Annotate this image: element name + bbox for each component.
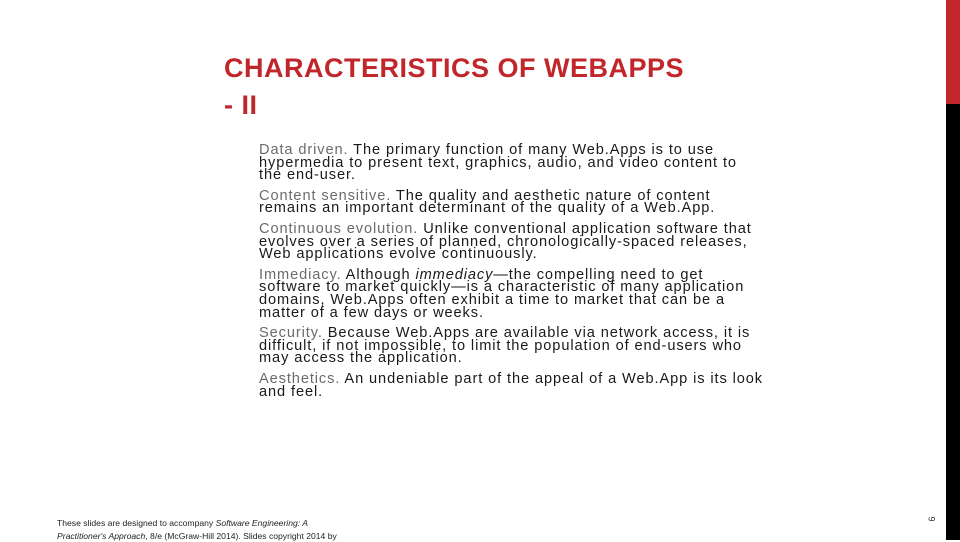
footer-text: , 8/e (McGraw-Hill 2014). Slides copyright 2014 by	[145, 531, 337, 541]
bullet-text: Because Web.Apps are available via network access, it is	[323, 325, 750, 341]
bullet-text: The quality and aesthetic nature of content	[391, 188, 710, 204]
slide-title-line1: CHARACTERISTICS OF WEBAPPS	[224, 50, 864, 87]
bullet-term: Continuous evolution.	[259, 221, 418, 237]
bullet-text: Unlike conventional application software that	[418, 221, 751, 237]
bullet-line: may access the application.	[259, 352, 819, 365]
list-item-content-sensitive	[259, 190, 819, 215]
slide-title	[224, 50, 864, 124]
bullet-line: and feel.	[259, 386, 819, 399]
list-item-aesthetics	[259, 373, 819, 398]
bullet-line: Web applications evolve continuously.	[259, 248, 819, 261]
footer-line2	[57, 530, 417, 542]
footer-book-subtitle: Practitioner's Approach	[57, 531, 145, 541]
bullet-line: software to market quickly—is a characteristic of many application	[259, 281, 819, 294]
bullet-text: Although	[342, 267, 416, 283]
bullet-line: hypermedia to present text, graphics, audio, and video content to	[259, 157, 819, 170]
slide-number: 6	[922, 509, 942, 529]
list-item-data-driven	[259, 144, 819, 182]
bullet-line: difficult, if not impossible, to limit the population of end-users who	[259, 340, 819, 353]
footer-text: These slides are designed to accompany	[57, 518, 216, 528]
slide-title-line2: - II	[224, 87, 864, 124]
bullet-line: matter of a few days or weeks.	[259, 307, 819, 320]
footer-line1	[57, 517, 417, 530]
side-black-bar	[946, 104, 960, 540]
bullet-emphasis: immediacy	[415, 267, 493, 283]
copyright-footer	[57, 517, 417, 542]
characteristics-list	[259, 144, 819, 406]
bullet-text: An undeniable part of the appeal of a Web.App is its look	[340, 371, 763, 387]
bullet-term: Data driven.	[259, 142, 348, 158]
bullet-line: the end-user.	[259, 169, 819, 182]
accent-red-bar	[946, 0, 960, 104]
bullet-line: evolves over a series of planned, chronologically-spaced releases,	[259, 236, 819, 249]
bullet-line	[259, 373, 819, 386]
list-item-continuous-evolution	[259, 223, 819, 261]
bullet-line: remains an important determinant of the quality of a Web.App.	[259, 202, 819, 215]
footer-book-title: Software Engineering: A	[216, 518, 308, 528]
bullet-term: Aesthetics.	[259, 371, 340, 387]
bullet-term: Security.	[259, 325, 323, 341]
bullet-term: Content sensitive.	[259, 188, 391, 204]
bullet-text: —the compelling need to get	[493, 267, 703, 283]
bullet-term: Immediacy.	[259, 267, 342, 283]
bullet-line: domains, Web.Apps often exhibit a time to market that can be a	[259, 294, 819, 307]
bullet-text: The primary function of many Web.Apps is to use	[348, 142, 714, 158]
list-item-security	[259, 327, 819, 365]
list-item-immediacy	[259, 269, 819, 319]
